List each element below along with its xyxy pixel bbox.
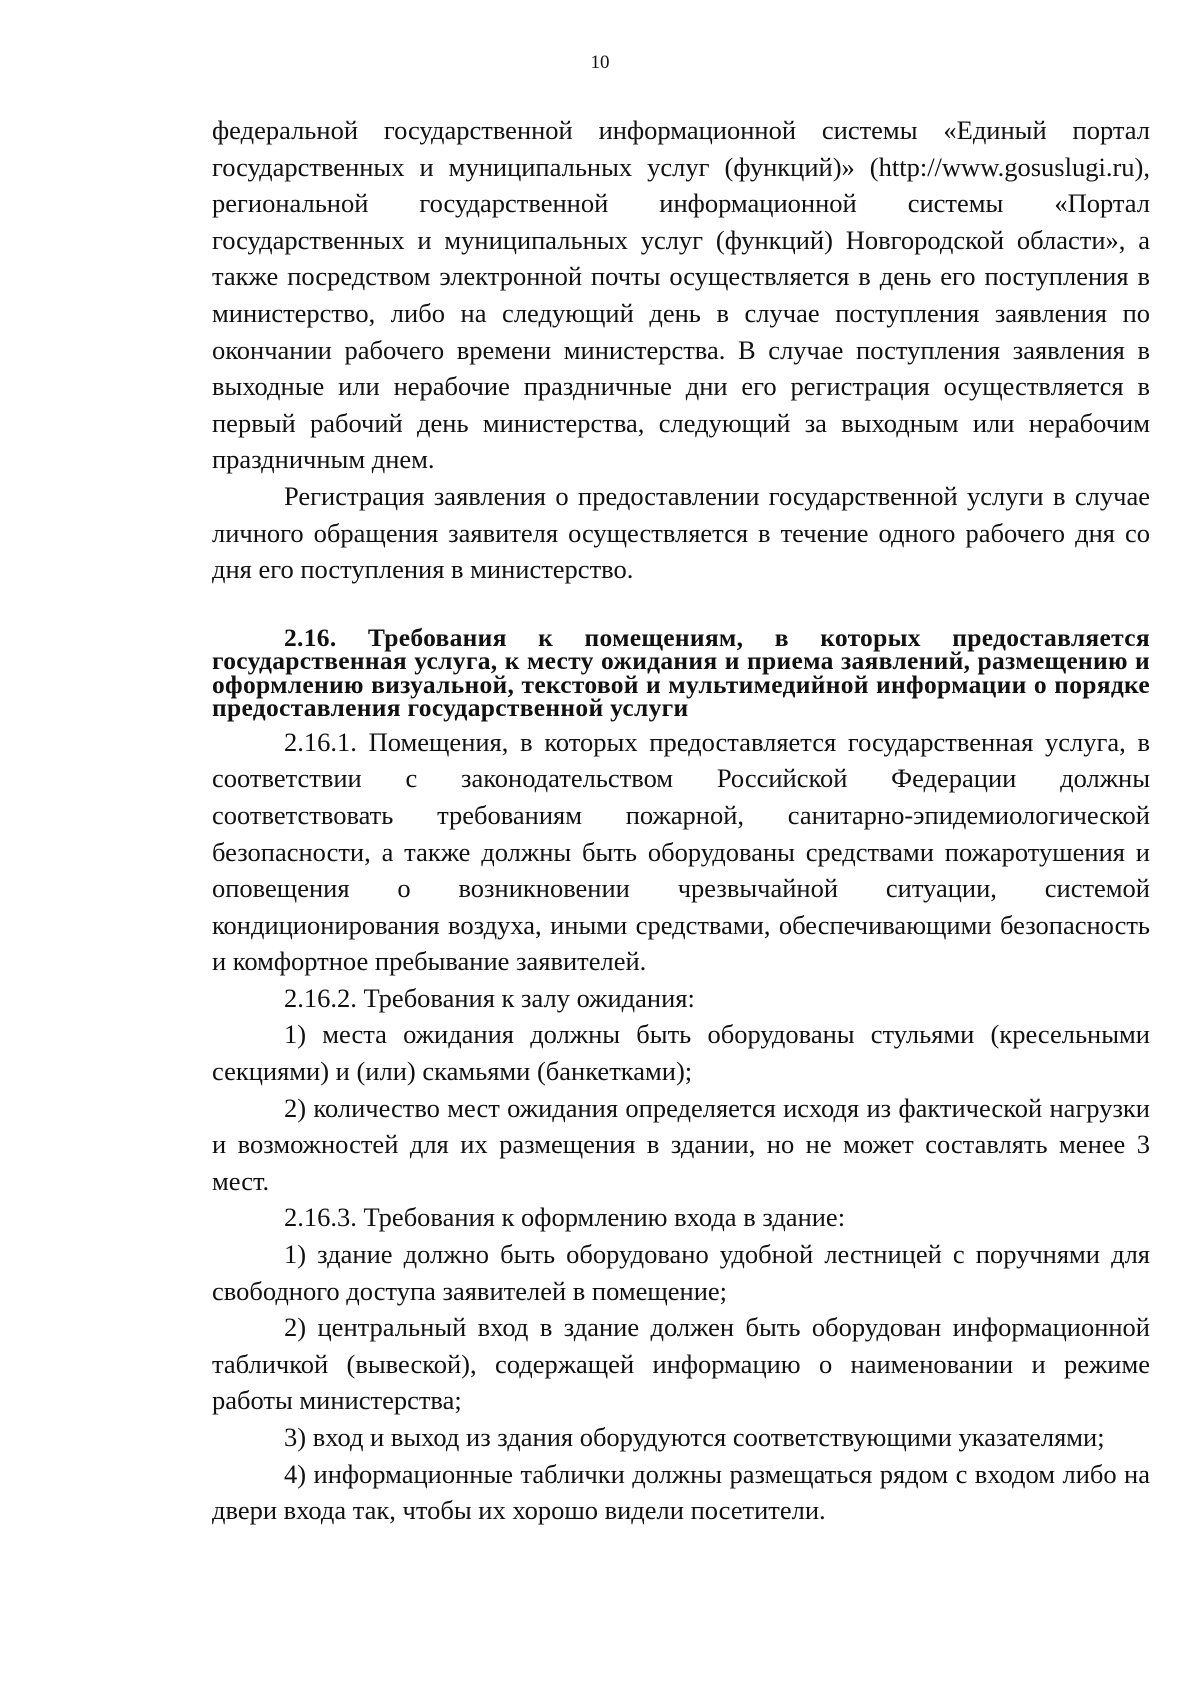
document-body — [212, 112, 1150, 1529]
list-item-entrance-stairs: 1) здание должно быть оборудовано удобной лестницей с поручнями для свободного доступа заявителей в помещение; — [212, 1239, 1150, 1306]
page-number: 10 — [590, 52, 610, 73]
list-item-entrance-sign: 2) центральный вход в здание должен быть оборудован информационной табличкой (вывеской), содержащей информацию о наименовании и режиме работы министерства; — [212, 1312, 1150, 1416]
list-item-waiting-seats: 1) места ожидания должны быть оборудованы стульями (кресельными секциями) и (или) скамьями (банкетками); — [212, 1019, 1150, 1087]
paragraph-registration-personal: Регистрация заявления о предоставлении государственной услуги в случае личного обращения заявителя осуществляется в течение одного рабочего дня со дня его поступления в министерство. — [212, 480, 1150, 585]
section-heading-2-16: 2.16. Требования к помещениям, в которых предоставляется государственная услуга, к месту ожидания и приема заявлений, размещению и оформлению визуальной, текстовой и мультимедийной информации о порядке предоставления государственной услуги — [212, 622, 1150, 723]
list-item-waiting-count: 2) количество мест ожидания определяется исходя из фактической нагрузки и возможностей для их размещения в здании, но не может составлять менее 3 мест. — [212, 1092, 1150, 1196]
paragraph-2-16-1: 2.16.1. Помещения, в которых предоставляется государственная услуга, в соответствии с законодательством Российской Федерации должны соответствовать требованиям пожарной, санитарно-эпидемиологической безопасности, а также должны быть оборудованы средствами пожаротушения и оповещения о возникновении чрезвычайной ситуации, системой кондиционирования воздуха, иными средствами, обеспечивающими безопасность и комфортное пребывание заявителей. — [212, 726, 1150, 977]
list-item-entrance-pointers: 3) вход и выход из здания оборудуются соответствующими указателями; — [284, 1422, 1105, 1452]
paragraph-2-16-2: 2.16.2. Требования к залу ожидания: — [284, 982, 695, 1013]
list-item-info-tablets: 4) информационные таблички должны размещаться рядом с входом либо на двери входа так, чтобы их хорошо видели посетители. — [212, 1458, 1150, 1526]
paragraph-2-16-3: 2.16.3. Требования к оформлению входа в здание: — [284, 1202, 846, 1233]
paragraph-registration-electronic: федеральной государственной информационной системы «Единый портал государственных и муниципальных услуг (функций)» (http://www.gosuslugi.ru), региональной государственной информационной системы «Портал государственных и муниципальных услуг (функций) Новгородской области», а также посредством электронной почты осуществляется в день его поступления в министерство, либо на следующий день в случае поступления заявления по окончании рабочего времени министерства. В случае поступления заявления в выходные или нерабочие праздничные дни его регистрация осуществляется в первый рабочий день министерства, следующий за выходным или нерабочим праздничным днем. — [212, 115, 1150, 475]
